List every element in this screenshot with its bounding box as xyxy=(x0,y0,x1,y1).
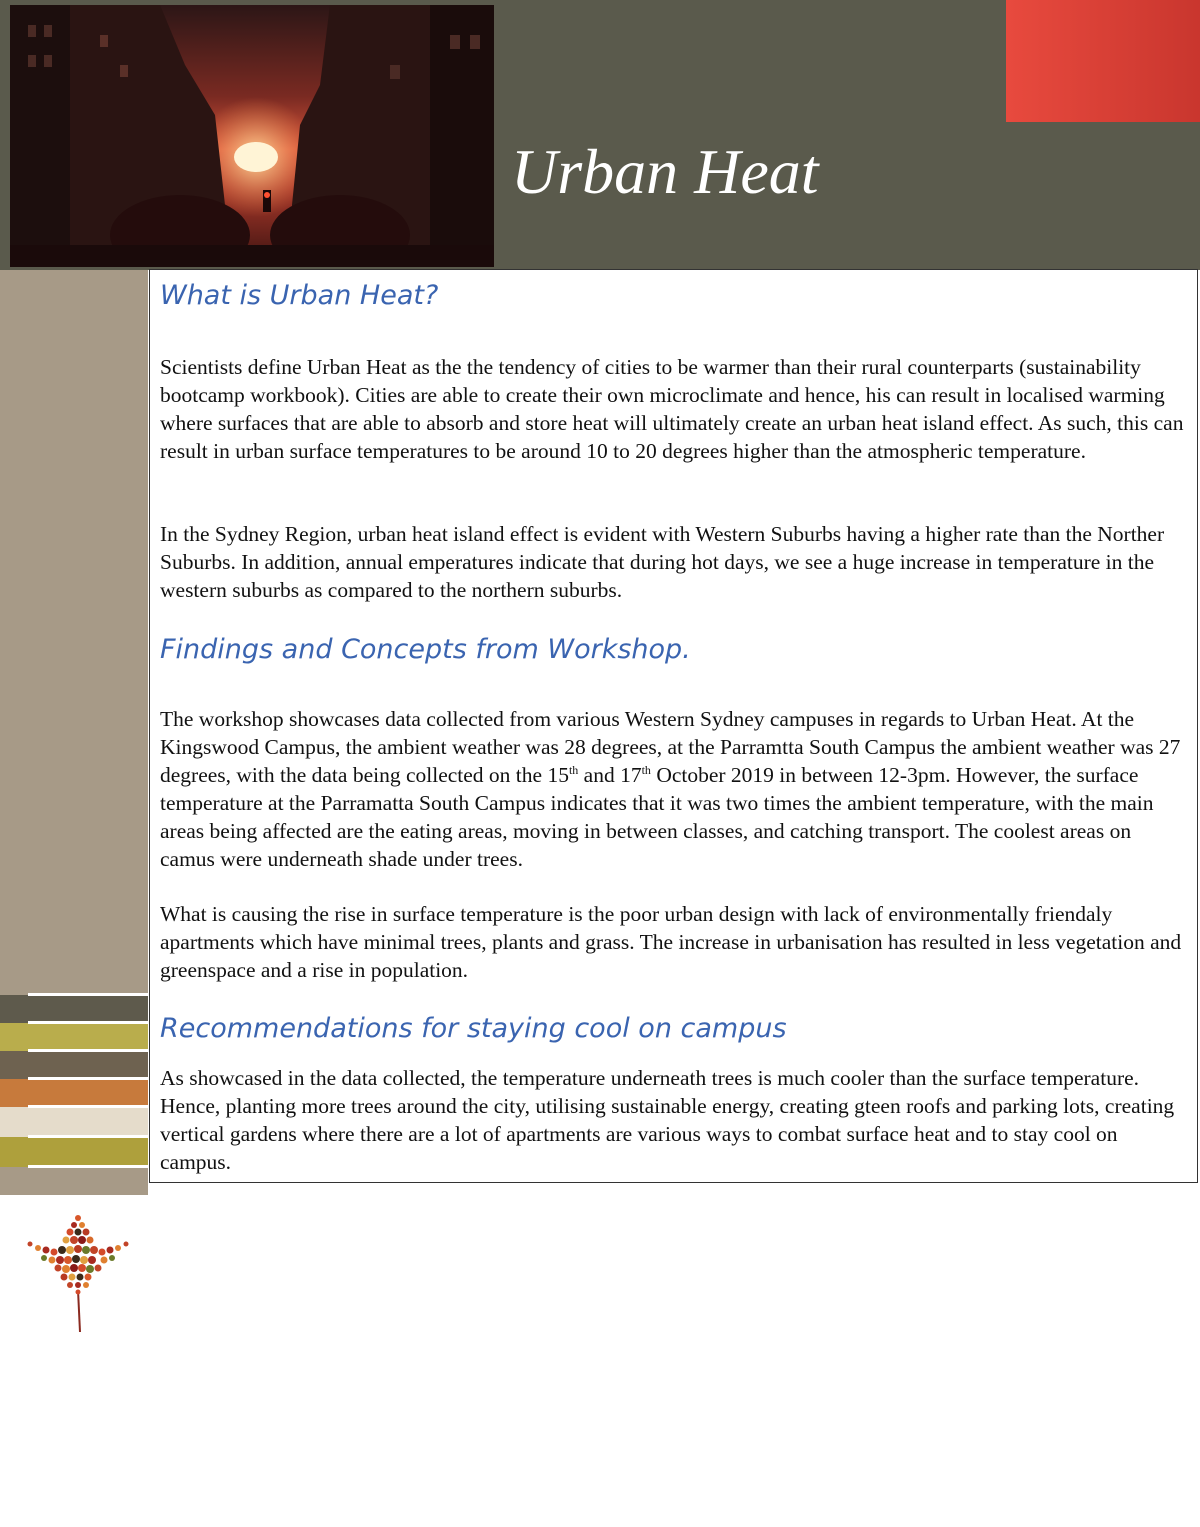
maple-leaf-icon xyxy=(22,1210,134,1335)
stripe-4 xyxy=(0,1079,148,1107)
stripe-5 xyxy=(0,1107,148,1137)
paragraph-workshop-data: The workshop showcases data collected from various Western Sydney campuses in regards to Urban Heat. At the Kingswood Campus, the ambient weather was 28 degrees, at the Parramtta South Campus the ambient weather was 27 degrees, with the data being collected on the 15th and 17th October 2019 in between 12-3pm. However, the surface temperature at the Parramatta South Campus indicates that it was two times the ambient temperature, with the main areas being affected are the eating areas, moving in between classes, and catching transport. The coolest areas on camus were underneath shade under trees. xyxy=(160,707,1181,871)
paragraph-causes: What is causing the rise in surface temperature is the poor urban design with lack of environmentally friendaly apartments which have minimal trees, plants and grass. The increase in urbanisation has resulted in less vegetation and greenspace and a rise in population. xyxy=(160,902,1182,982)
paragraph-sydney-region: In the Sydney Region, urban heat island effect is evident with Western Suburbs having a higher rate than the Norther Suburbs. In addition, annual emperatures indicate that during hot days, we see a huge increase in temperature in the western suburbs as compared to the northern suburbs. xyxy=(160,522,1165,602)
stripe-1 xyxy=(0,995,148,1023)
stripe-divider xyxy=(28,1021,148,1024)
section-heading-findings: Findings and Concepts from Workshop. xyxy=(160,634,691,665)
accent-red-block xyxy=(1006,0,1200,122)
stripe-2 xyxy=(0,1023,148,1051)
paragraph-definition: Scientists define Urban Heat as the the tendency of cities to be warmer than their rural counterparts (sustainability bootcamp workbook). Cities are able to create their own microclimate and hence, his can result in localised warming where surfaces that are able to absorb and store heat will ultimately create an urban heat island effect. As such, this can result in urban surface temperatures to be around 10 to 20 degrees higher than the atmospheric temperature. xyxy=(160,355,1184,463)
stripe-divider xyxy=(28,993,148,996)
section-heading-recommendations: Recommendations for staying cool on campus xyxy=(160,1013,787,1044)
section-heading-what-is-urban-heat: What is Urban Heat? xyxy=(160,280,439,311)
stripe-divider xyxy=(28,1105,148,1108)
page-title: Urban Heat xyxy=(511,136,819,207)
stripe-3 xyxy=(0,1051,148,1079)
stripe-divider xyxy=(28,1049,148,1052)
stripe-divider xyxy=(28,1135,148,1138)
paragraph-recommendations: As showcased in the data collected, the temperature underneath trees is much cooler than the surface temperature. Hence, planting more trees around the city, utilising sustainable energy, creating gteen roofs and parking lots, creating vertical gardens where there are a lot of apartments are various ways to combat surface heat and to stay cool on campus. xyxy=(160,1066,1175,1174)
stripe-divider xyxy=(28,1077,148,1080)
header-photo xyxy=(10,5,494,267)
stripe-6 xyxy=(0,1137,148,1167)
stripe-divider xyxy=(28,1165,148,1168)
